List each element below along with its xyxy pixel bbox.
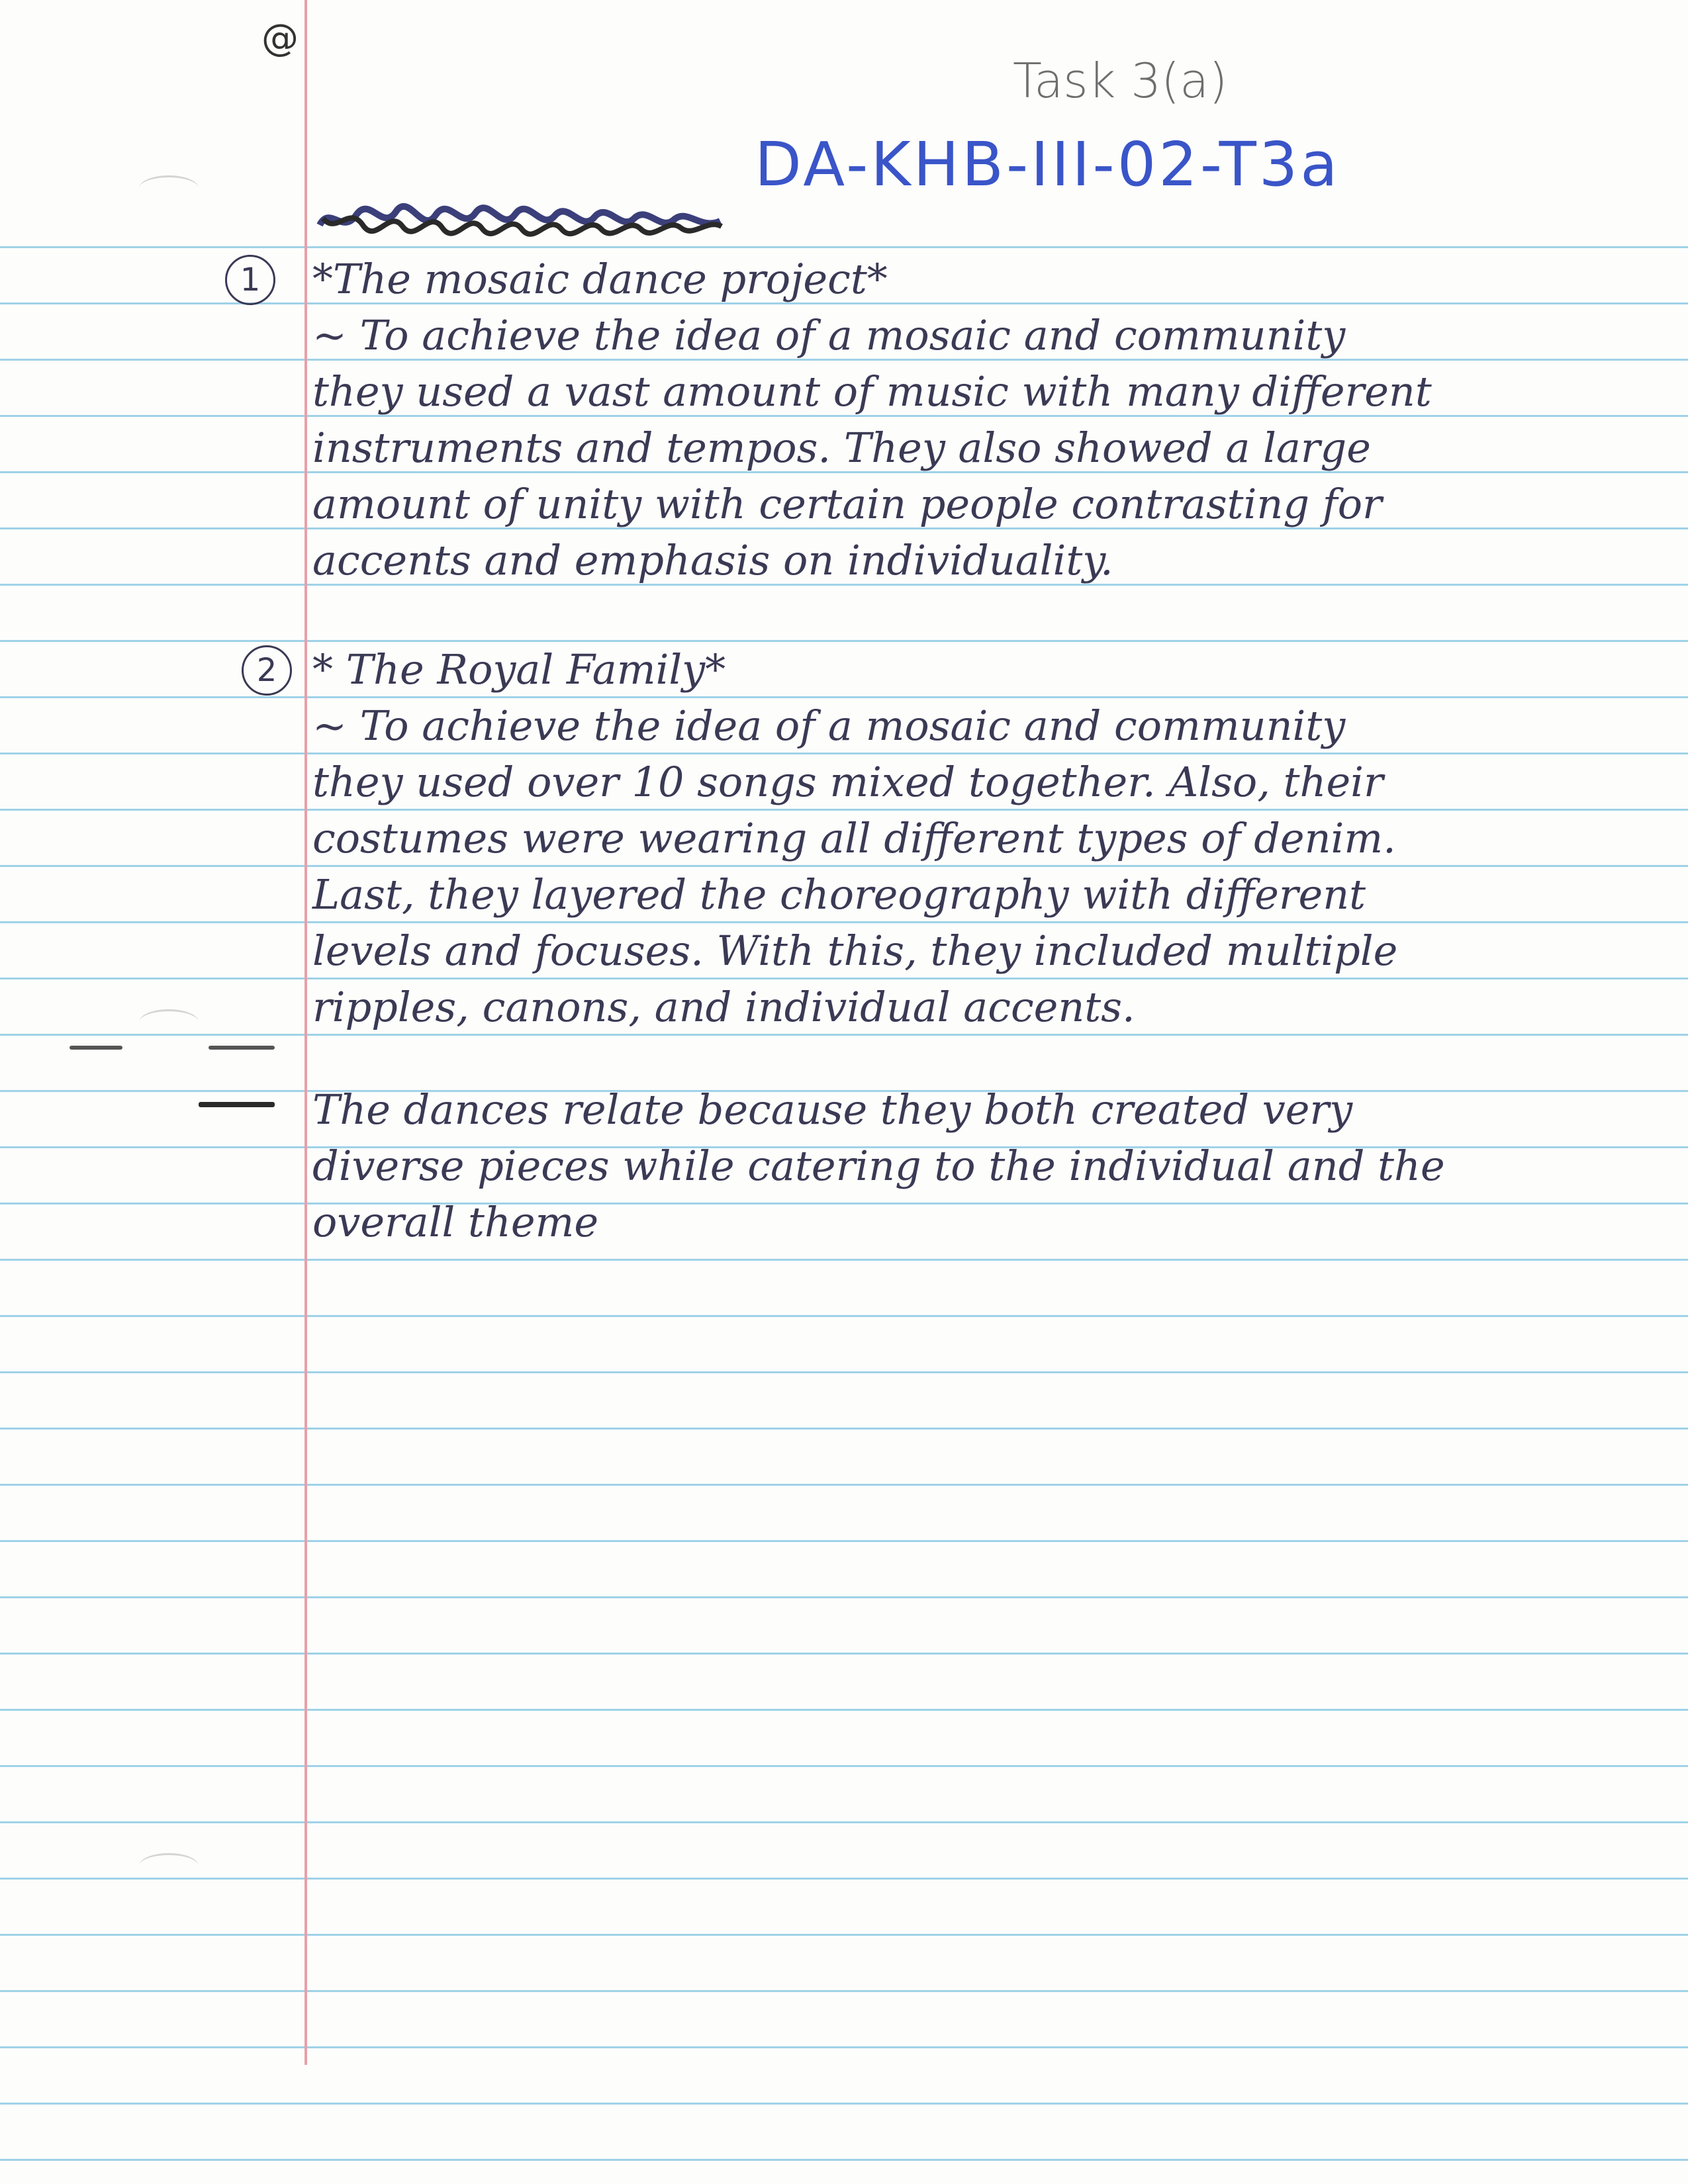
conclusion-line: The dances relate because they both created very bbox=[312, 1085, 1353, 1134]
section-2-line: they used over 10 songs mixed together. Also, their bbox=[312, 758, 1383, 806]
section-1-line: instruments and tempos. They also showed a large bbox=[312, 424, 1371, 472]
corner-mark: @ bbox=[261, 17, 299, 60]
section-2-title: * The Royal Family* bbox=[312, 645, 726, 694]
section-1-line: accents and emphasis on individuality. bbox=[312, 536, 1113, 584]
section-2-line: costumes were wearing all different types of denim. bbox=[312, 814, 1396, 862]
conclusion-line: diverse pieces while catering to the individual and the bbox=[312, 1142, 1445, 1190]
punch-hole bbox=[139, 1853, 199, 1879]
margin-line bbox=[305, 0, 307, 2065]
section-2-line: levels and focuses. With this, they included multiple bbox=[312, 927, 1398, 975]
section-number-2: 2 bbox=[242, 645, 292, 696]
section-number-1: 1 bbox=[225, 255, 275, 305]
margin-dash bbox=[199, 1102, 275, 1107]
section-1-title: *The mosaic dance project* bbox=[312, 255, 888, 303]
conclusion-line: overall theme bbox=[312, 1198, 599, 1246]
section-1-line: amount of unity with certain people contrasting for bbox=[312, 480, 1382, 528]
document-id: DA-KHB-III-02-T3a bbox=[755, 129, 1340, 200]
section-2-line: ~ To achieve the idea of a mosaic and community bbox=[312, 702, 1346, 750]
redacted-name-scribble bbox=[316, 199, 727, 238]
punch-hole bbox=[139, 1009, 199, 1035]
punch-hole bbox=[139, 175, 199, 201]
section-1-line: ~ To achieve the idea of a mosaic and community bbox=[312, 311, 1346, 359]
section-1-line: they used a vast amount of music with many different bbox=[312, 367, 1432, 416]
margin-dash bbox=[209, 1046, 275, 1050]
section-2-line: Last, they layered the choreography with different bbox=[312, 870, 1366, 919]
margin-dash bbox=[70, 1046, 122, 1050]
section-2-line: ripples, canons, and individual accents. bbox=[312, 983, 1135, 1031]
task-label: Task 3(a) bbox=[1013, 53, 1228, 109]
page-header-area bbox=[0, 0, 1688, 246]
